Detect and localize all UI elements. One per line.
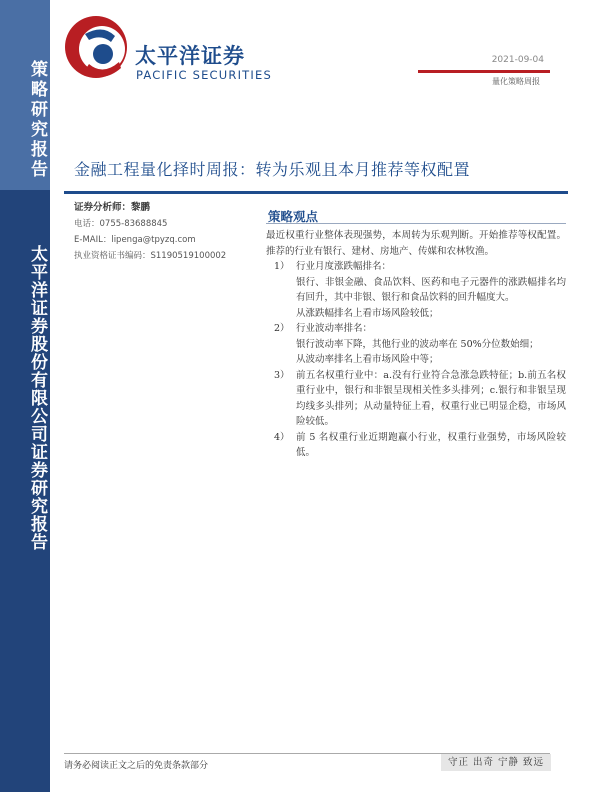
title-divider: [64, 191, 568, 194]
report-type: 量化策略周报: [492, 77, 540, 86]
report-date: 2021-09-04: [491, 55, 544, 65]
sidebar: [0, 0, 50, 792]
analyst-phone: 电话：0755-83688845: [74, 219, 168, 229]
analyst-block: [74, 200, 254, 264]
page-title: 金融工程量化择时周报：转为乐观且本月推荐等权配置: [74, 160, 471, 179]
list-item: [266, 368, 566, 430]
company-slogan: 守正 出奇 宁静 致远: [441, 754, 551, 771]
strategy-body: [266, 228, 566, 461]
list-item: [266, 259, 566, 275]
header-divider: [418, 70, 550, 73]
item-number: 4）: [274, 431, 290, 443]
item-text: 前 5 名权重行业近期跑赢小行业，权重行业强势，市场风险较低。: [296, 431, 566, 458]
section-divider: [266, 223, 566, 224]
logo-name-en: PACIFIC SECURITIES: [136, 68, 272, 82]
section-heading: 策略观点: [268, 209, 319, 224]
sidebar-top-label: 策略研究报告: [27, 60, 47, 180]
analyst-license: 执业资格证书编码：S1190519100002: [74, 251, 227, 261]
list-item: [266, 430, 566, 461]
item-number: 1）: [274, 261, 290, 272]
analyst-email: E-MAIL：lipenga@tpyzq.com: [74, 235, 196, 245]
logo-name-cn: 太平洋证券: [135, 44, 245, 68]
sidebar-main-label: 太平洋证券股份有限公司证券研究报告: [27, 245, 47, 551]
list-item: [266, 321, 566, 337]
intro-paragraph: 最近权重行业整体表现强势，本周转为乐观判断。开始推荐等权配置。推荐的行业有银行、建材、房地产、传媒和农林牧渔。: [266, 230, 566, 257]
item-text: 行业波动率排名：: [296, 323, 373, 334]
item-subtext: 从波动率排名上看市场风险中等；: [296, 354, 439, 365]
item-number: 3）: [274, 369, 290, 381]
disclaimer-note: 请务必阅读正文之后的免责条款部分: [64, 761, 209, 771]
item-text: 行业月度涨跌幅排名：: [296, 261, 392, 272]
analyst-name: 证券分析师：黎鹏: [74, 202, 151, 213]
item-subtext: 银行、非银金融、食品饮料、医药和电子元器件的涨跌幅排名均有回升，其中非银、银行和食品饮料的回升幅度大。: [296, 276, 566, 303]
item-number: 2）: [274, 323, 290, 334]
item-text: 前五名权重行业中：a.没有行业符合急涨急跌特征；b.前五名权重行业中，银行和非银呈现相关性多头排列；c.银行和非银呈现均线多头排列；从动量特征上看，权重行业已明显企稳，市场风险较低。: [296, 369, 566, 427]
item-subtext: 银行波动率下降，其他行业的波动率在 50%分位数始细；: [296, 338, 539, 350]
item-subtext: 从涨跌幅排名上看市场风险较低；: [296, 307, 439, 319]
